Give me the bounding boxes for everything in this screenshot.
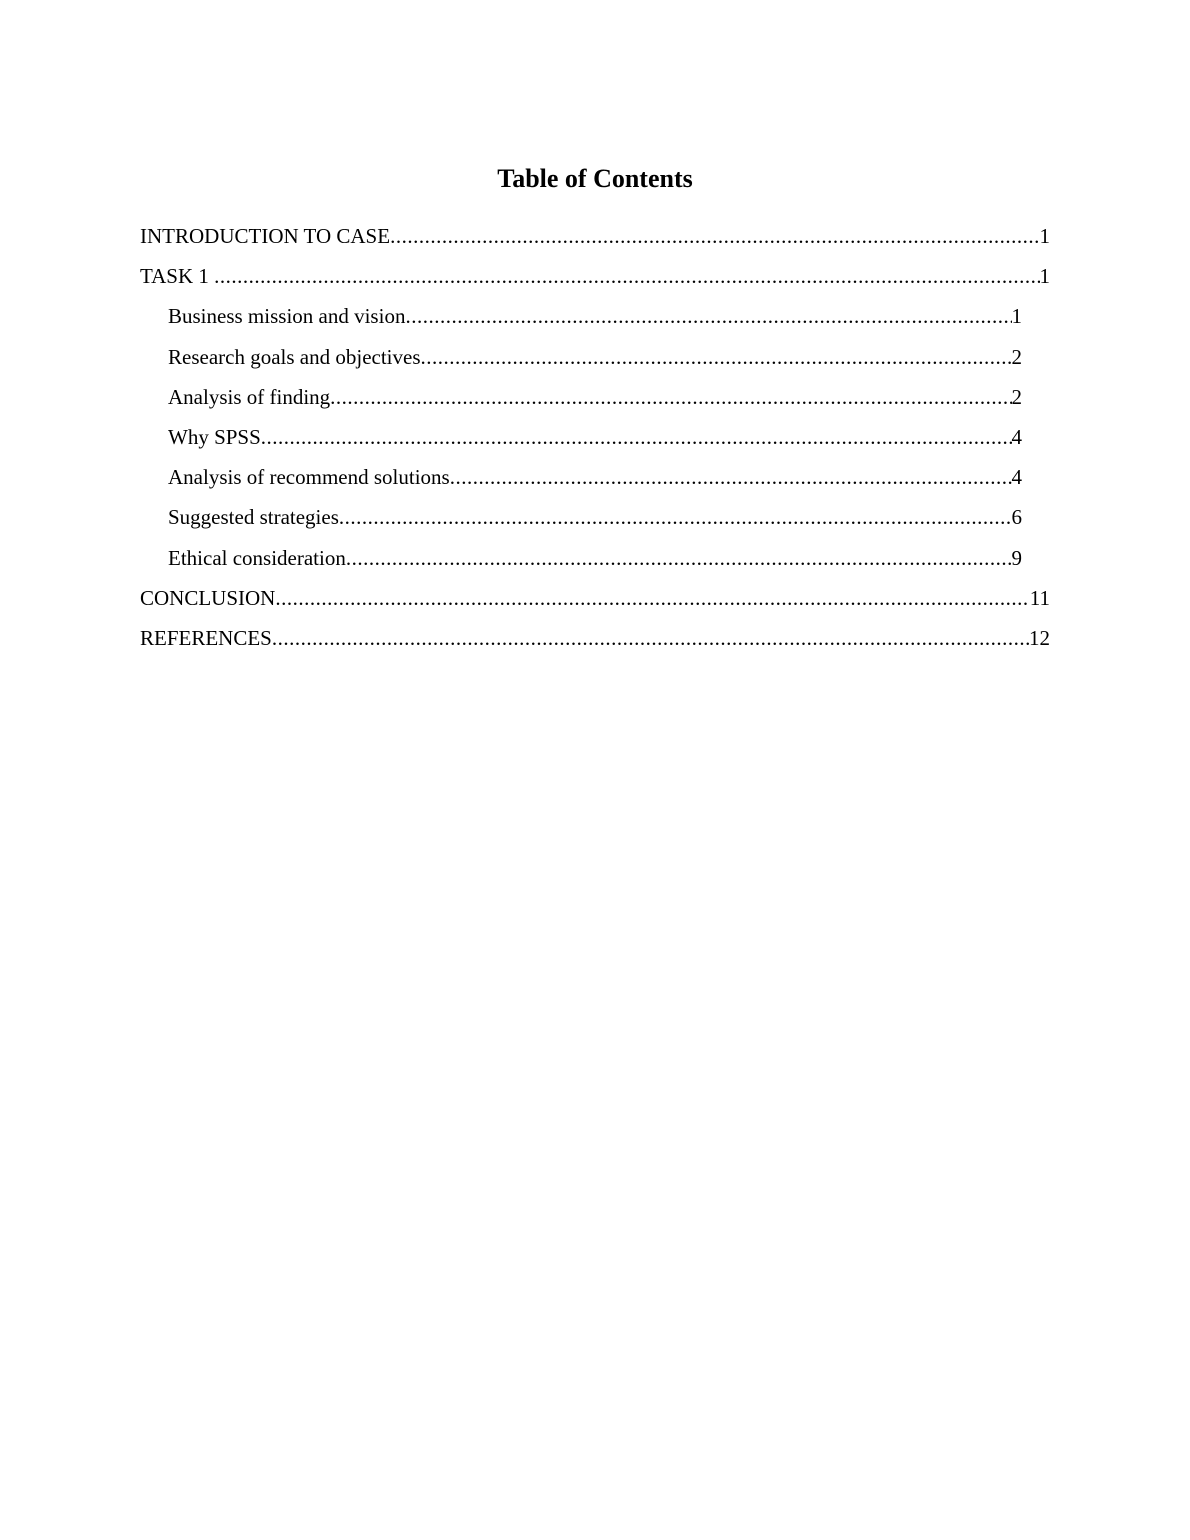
toc-entry-page: 1 [1039, 224, 1050, 248]
toc-entry-label: REFERENCES [140, 625, 272, 650]
toc-entry-ethical-consideration[interactable] [168, 541, 1022, 581]
toc-entry-references[interactable] [140, 621, 1050, 661]
toc-entry-suggested-strategies[interactable] [168, 500, 1022, 540]
toc-entry-label: Research goals and objectives [168, 344, 421, 369]
toc-entry-task-1[interactable] [140, 259, 1050, 299]
toc-entry-label: Suggested strategies [168, 505, 339, 530]
toc-dot-leader [390, 219, 1039, 253]
toc-entry-page: 1 [1011, 304, 1022, 329]
toc-entry-label: Analysis of recommend solutions [168, 465, 450, 490]
toc-entry-label: Analysis of finding [168, 384, 331, 409]
toc-entry-label: INTRODUCTION TO CASE [140, 224, 391, 248]
toc-dot-leader [346, 541, 1012, 575]
toc-entry-recommend-solutions[interactable] [168, 460, 1022, 500]
toc-list [140, 219, 1050, 661]
toc-entry-conclusion[interactable] [140, 581, 1050, 621]
toc-dot-leader [272, 621, 1029, 655]
toc-dot-leader [339, 500, 1012, 534]
toc-dot-leader [214, 259, 1039, 293]
toc-entry-page: 6 [1011, 505, 1022, 530]
toc-dot-leader [421, 340, 1012, 374]
toc-dot-leader [330, 380, 1011, 414]
toc-entry-page: 4 [1011, 424, 1022, 449]
toc-dot-leader [405, 299, 1011, 333]
toc-entry-label: TASK 1 [140, 264, 215, 289]
toc-entry-page: 2 [1011, 384, 1022, 409]
toc-entry-analysis-of-finding[interactable] [168, 380, 1022, 420]
toc-entry-label: CONCLUSION [140, 585, 276, 610]
toc-entry-page: 12 [1029, 625, 1050, 650]
toc-entry-introduction[interactable] [140, 219, 1050, 259]
toc-entry-label: Ethical consideration [168, 545, 346, 570]
toc-title: Table of Contents [497, 164, 693, 193]
toc-entry-why-spss[interactable] [168, 420, 1022, 460]
toc-entry-page: 1 [1039, 264, 1050, 289]
toc-entry-page: 11 [1029, 585, 1050, 610]
toc-entry-label: Business mission and vision [168, 304, 406, 329]
toc-dot-leader [275, 581, 1029, 615]
toc-entry-page: 4 [1011, 465, 1022, 490]
toc-entry-label: Why SPSS [168, 424, 261, 449]
toc-entry-business-mission[interactable] [168, 299, 1022, 339]
toc-entry-page: 2 [1011, 344, 1022, 369]
toc-entry-research-goals[interactable] [168, 340, 1022, 380]
toc-dot-leader [261, 420, 1012, 454]
toc-dot-leader [450, 460, 1012, 494]
toc-entry-page: 9 [1011, 545, 1022, 570]
